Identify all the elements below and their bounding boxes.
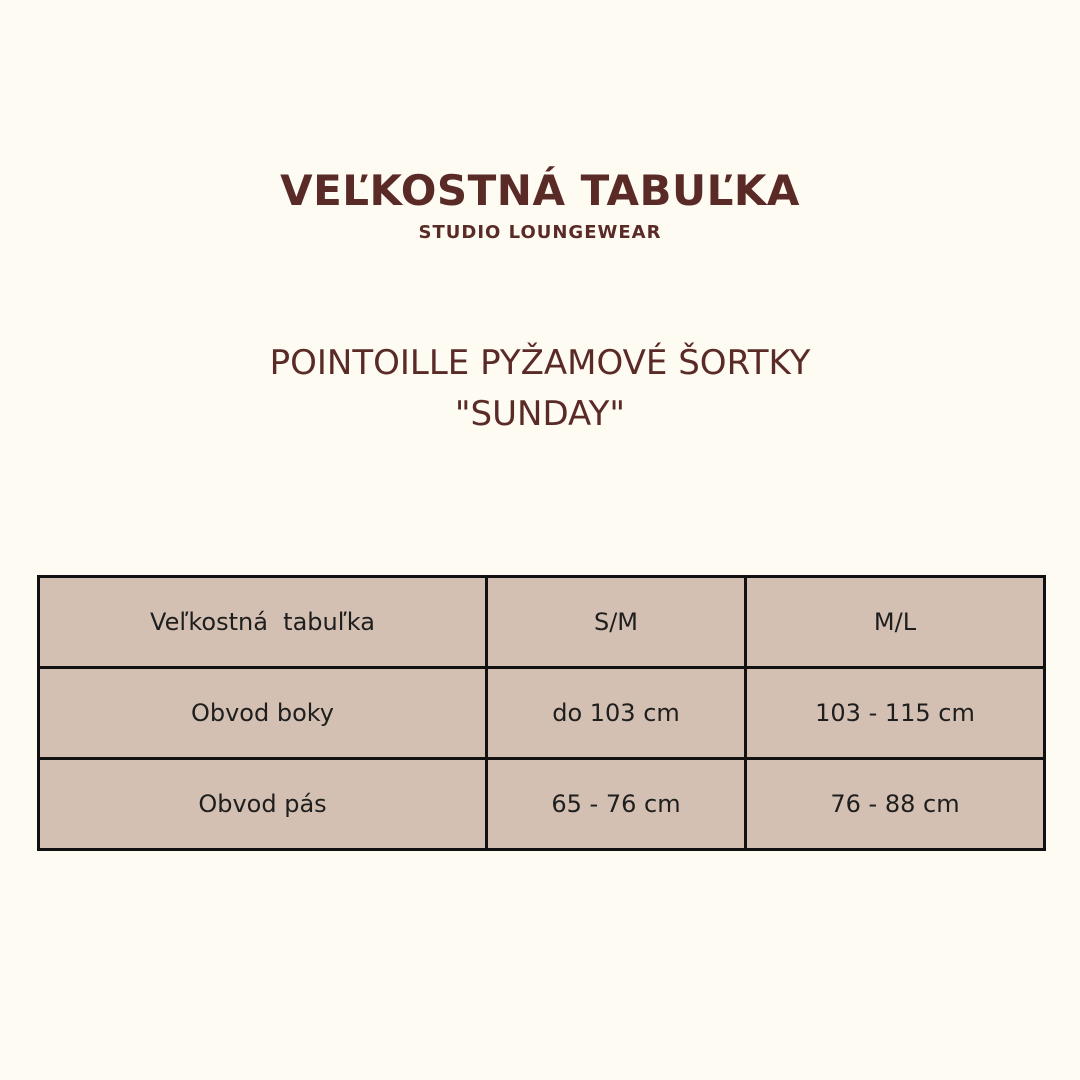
product-name-line-1: POINTOILLE PYŽAMOVÉ ŠORTKY xyxy=(269,343,811,383)
table-cell-label: Obvod boky xyxy=(39,668,487,759)
brand-subtitle: STUDIO LOUNGEWEAR xyxy=(418,222,662,243)
table-cell: 65 - 76 cm xyxy=(487,759,746,850)
size-table xyxy=(37,575,1046,851)
table-header-row xyxy=(39,577,1045,668)
table-cell: 103 - 115 cm xyxy=(746,668,1045,759)
table-cell: do 103 cm xyxy=(487,668,746,759)
table-row xyxy=(39,759,1045,850)
page-title: VEĽKOSTNÁ TABUĽKA xyxy=(280,166,800,215)
table-cell-label: Obvod pás xyxy=(39,759,487,850)
table-header-size-sm: S/M xyxy=(487,577,746,668)
product-name-line-2: "SUNDAY" xyxy=(454,394,626,434)
table-header-label: Veľkostná tabuľka xyxy=(39,577,487,668)
table-row xyxy=(39,668,1045,759)
table-cell: 76 - 88 cm xyxy=(746,759,1045,850)
product-name xyxy=(0,338,1080,440)
table-header-size-ml: M/L xyxy=(746,577,1045,668)
